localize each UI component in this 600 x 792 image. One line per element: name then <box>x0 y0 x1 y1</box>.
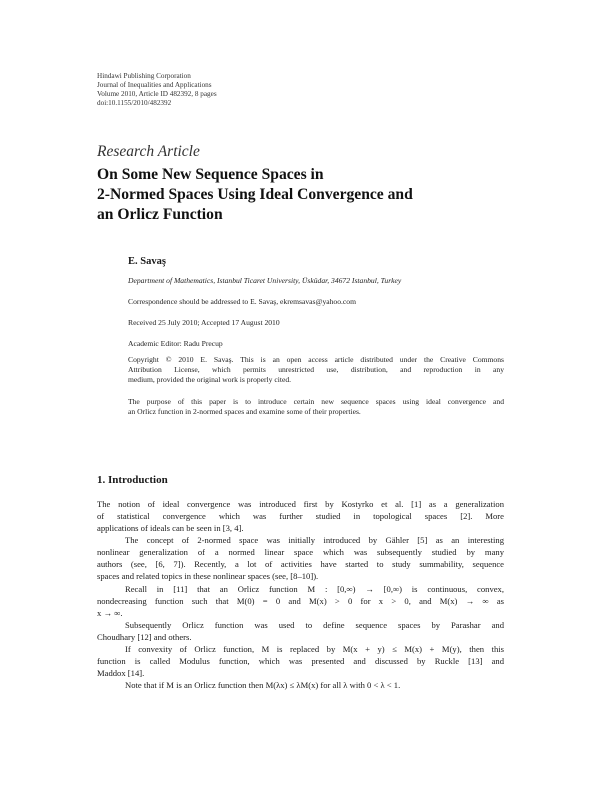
publisher-line: Hindawi Publishing Corporation <box>97 72 191 80</box>
paragraph-line: Recall in [11] that an Orlicz function M : [0,∞) → [0,∞) is continuous, convex, <box>125 584 504 594</box>
author-name: E. Savaş <box>128 256 166 267</box>
paragraph-line: applications of ideals can be seen in [3, 4]. <box>97 523 244 534</box>
doi-line: doi:10.1155/2010/482392 <box>97 99 172 107</box>
paragraph <box>97 619 504 643</box>
paragraph-line: function is called Modulus function, which was presented and discussed by Ruckle [13] and <box>97 656 504 667</box>
section-heading: 1. Introduction <box>97 474 168 486</box>
paper-title <box>97 165 413 225</box>
abstract <box>128 397 504 417</box>
title-line: 2-Normed Spaces Using Ideal Convergence and <box>97 186 413 203</box>
paragraph-line: nonlinear generalization of a normed linear space which was subsequently studied by many <box>97 547 504 558</box>
paragraph <box>97 583 504 619</box>
title-line: an Orlicz Function <box>97 206 223 223</box>
copyright-line: Copyright © 2010 E. Savaş. This is an open access article distributed under the Creative Commons <box>128 355 504 364</box>
correspondence: Correspondence should be addressed to E. Savaş, ekremsavas@yahoo.com <box>128 297 356 306</box>
copyright-notice <box>128 355 504 385</box>
paragraph-line: Subsequently Orlicz function was used to define sequence spaces by Parashar and <box>125 620 504 630</box>
paragraph-line: The concept of 2-normed space was initially introduced by Gähler [5] as an interesting <box>125 535 504 545</box>
abstract-line: The purpose of this paper is to introduce certain new sequence spaces using ideal convergence and <box>128 397 504 406</box>
academic-editor: Academic Editor: Radu Precup <box>128 339 223 348</box>
paragraph-line: x → ∞. <box>97 608 123 619</box>
paragraph-line: Maddox [14]. <box>97 668 145 679</box>
paragraph-line: spaces and related topics in these nonlinear spaces (see, [8–10]). <box>97 571 319 582</box>
copyright-line: medium, provided the original work is properly cited. <box>128 375 292 384</box>
affiliation: Department of Mathematics, Istanbul Ticaret University, Üsküdar, 34672 Istanbul, Turkey <box>128 276 402 285</box>
paragraph-line: authors (see, [6, 7]). Recently, a lot of activities have started to study summability, sequence <box>97 559 504 570</box>
paragraph <box>97 534 504 582</box>
paragraph-line: Choudhary [12] and others. <box>97 632 192 643</box>
paragraph-line: of statistical convergence which was further studied in topological spaces [2]. More <box>97 511 504 522</box>
paragraph <box>97 643 504 679</box>
received-dates: Received 25 July 2010; Accepted 17 August 2010 <box>128 318 280 327</box>
copyright-line: Attribution License, which permits unrestricted use, distribution, and reproduction in any <box>128 365 504 374</box>
journal-header <box>97 72 217 108</box>
abstract-line: an Orlicz function in 2-normed spaces and examine some of their properties. <box>128 407 361 416</box>
volume-line: Volume 2010, Article ID 482392, 8 pages <box>97 90 217 98</box>
paragraph-line: Note that if M is an Orlicz function then M(λx) ≤ λM(x) for all λ with 0 < λ < 1. <box>125 680 401 690</box>
paragraph <box>97 679 504 691</box>
article-type: Research Article <box>97 143 200 160</box>
title-line: On Some New Sequence Spaces in <box>97 166 324 183</box>
paragraph-line: If convexity of Orlicz function, M is replaced by M(x + y) ≤ M(x) + M(y), then this <box>125 644 504 654</box>
journal-line: Journal of Inequalities and Applications <box>97 81 212 89</box>
paragraph-line: nondecreasing function such that M(0) = 0 and M(x) > 0 for x > 0, and M(x) → ∞ as <box>97 596 504 607</box>
paragraph-line: The notion of ideal convergence was introduced first by Kostyrko et al. [1] as a generalization <box>97 499 504 509</box>
paragraph <box>97 498 504 534</box>
